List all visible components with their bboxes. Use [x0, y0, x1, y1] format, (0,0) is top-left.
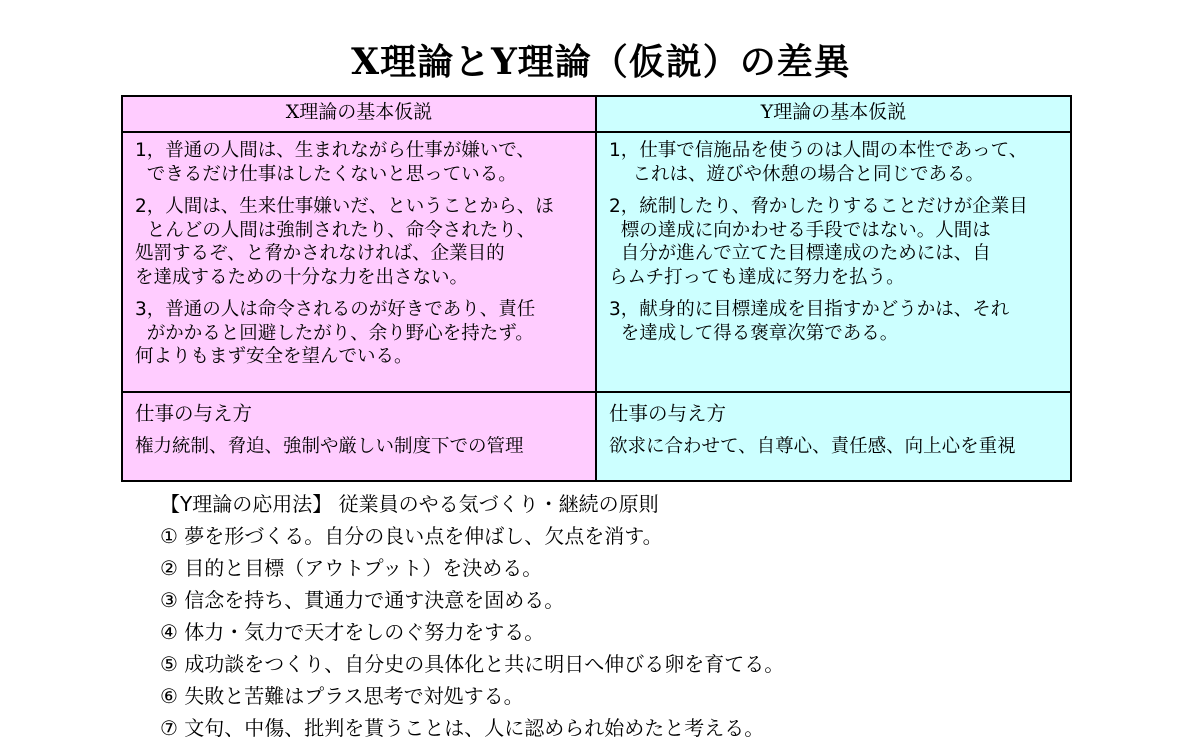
y-give-desc: 欲求に合わせて、自尊心、責任感、向上心を重視	[609, 436, 1016, 457]
application-heading: 【Y理論の応用法】 従業員のやる気づくり・継続の原則	[160, 492, 659, 516]
page-title: X理論とY理論（仮説）の差異	[351, 41, 851, 83]
x-work-assignment	[122, 392, 596, 481]
y-item-2: 2，統制したり、脅かしたりすることだけが企業目 標の達成に向かわせる手段ではない。人間は 自分が進んで立てた目標達成のためには、自 らムチ打っても達成に努力を払う。	[609, 196, 1028, 288]
y-item-3: 3，献身的に目標達成を目指すかどうかは、それ を達成して得る褒章次第である。	[609, 299, 1010, 344]
application-item-1: ① 夢を形づくる。自分の良い点を伸ばし、欠点を消す。	[160, 524, 663, 548]
application-item-6: ⑥ 失敗と苦難はプラス思考で対処する。	[160, 684, 524, 708]
y-item-1: 1，仕事で信施品を使うのは人間の本性であって、 これは、遊びや休憩の場合と同じである。	[609, 140, 1028, 185]
y-theory-assumptions	[596, 132, 1071, 392]
x-give-title: 仕事の与え方	[135, 402, 253, 425]
y-work-assignment	[596, 392, 1071, 481]
x-theory-header: X理論の基本仮説	[122, 96, 596, 132]
application-item-7: ⑦ 文句、中傷、批判を貰うことは、人に認められ始めたと考える。	[160, 716, 765, 740]
application-item-4: ④ 体力・気力で天才をしのぐ努力をする。	[160, 620, 545, 644]
y-give-title: 仕事の与え方	[609, 402, 727, 425]
application-item-3: ③ 信念を持ち、貫通力で通す決意を固める。	[160, 588, 565, 612]
y-theory-header: Y理論の基本仮説	[596, 96, 1071, 132]
x-item-1: 1，普通の人間は、生まれながら仕事が嫌いで、 できるだけ仕事はしたくないと思っている。	[135, 140, 535, 185]
comparison-table	[121, 95, 1072, 482]
x-give-desc: 権力統制、脅迫、強制や厳しい制度下での管理	[135, 436, 524, 457]
x-item-3: 3，普通の人は命令されるのが好きであり、責任 がかかると回避したがり、余り野心を持たず。 何よりもまず安全を望んでいる。	[135, 299, 536, 367]
application-list	[160, 488, 784, 744]
x-theory-assumptions	[122, 132, 596, 392]
application-item-5: ⑤ 成功談をつくり、自分史の具体化と共に明日へ伸びる卵を育てる。	[160, 652, 785, 676]
x-item-2: 2，人間は、生来仕事嫌いだ、ということから、ほ とんどの人間は強制されたり、命令されたり、 処罰するぞ、と脅かされなければ、企業目的 を達成するための十分な力を出さない。	[135, 196, 554, 288]
application-item-2: ② 目的と目標（アウトプット）を決める。	[160, 556, 543, 580]
